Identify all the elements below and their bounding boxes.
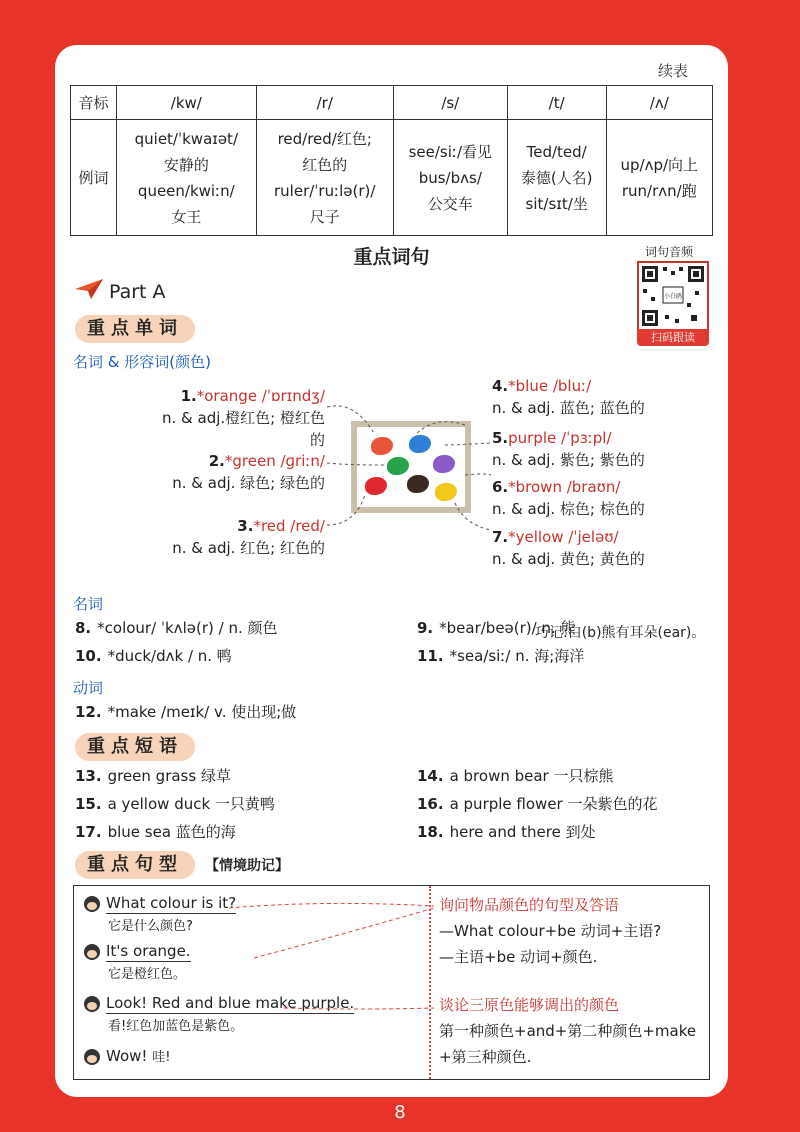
word-entry: 4.*blue /bluː/ n. & adj. 蓝色; 蓝色的	[492, 377, 645, 417]
scan-follow-button[interactable]: 扫码跟读	[637, 329, 709, 346]
symbol-cell: /r/	[256, 86, 393, 120]
example-line: quiet/ˈkwaɪət/	[134, 129, 238, 148]
example-line: 安静的	[163, 155, 209, 174]
phonetic-table	[70, 85, 713, 236]
qr-code-icon[interactable]	[637, 261, 709, 331]
word-entry: 6.*brown /braʊn/ n. & adj. 棕色; 棕色的	[492, 478, 645, 518]
scene-note: 【情境助记】	[205, 858, 289, 874]
example-line: 女王	[171, 207, 202, 226]
noun-item: 11. *sea/siː/ n. 海;海洋	[417, 647, 585, 665]
sentence-box	[73, 885, 710, 1080]
word-entry: 3.*red /red/ n. & adj. 红色; 红色的	[172, 517, 325, 557]
nouns-adj-subheading: 名词 & 形容词(颜色)	[73, 353, 211, 371]
qr-label: 词句音频	[645, 245, 694, 259]
noun-item: 8. *colour/ ˈkʌlə(r) / n. 颜色	[75, 619, 278, 637]
girl-avatar-icon	[84, 944, 100, 960]
example-line: 公交车	[427, 194, 473, 213]
verbs-subheading: 动词	[73, 679, 104, 697]
example-cell	[606, 120, 712, 236]
pattern-block: 询问物品颜色的句型及答语 —What colour+be 动词+主语? —主语+be 动词+颜色.	[439, 896, 662, 966]
part-label: Part A	[109, 280, 166, 303]
example-line: run/rʌn/跑	[621, 181, 697, 200]
page-sheet	[55, 45, 728, 1097]
dialogue-line: Look! Red and blue make purple. 看!红色加蓝色是紫色。	[84, 994, 354, 1034]
example-line: see/siː/看见	[408, 142, 492, 161]
example-cell	[507, 120, 606, 236]
boy-avatar-icon	[84, 896, 100, 912]
example-cell	[393, 120, 507, 236]
dialogue-arrows	[224, 894, 439, 1014]
symbol-cell: /s/	[393, 86, 507, 120]
example-cell	[256, 120, 393, 236]
example-line: bus/bʌs/	[418, 168, 482, 187]
key-phrases-pill: 重点短语	[75, 733, 195, 761]
key-sentences-pill: 重点句型	[75, 851, 195, 879]
example-line: 尺子	[309, 207, 340, 226]
example-line: Ted/ted/	[526, 142, 587, 161]
kids-avatar-icon	[84, 1049, 100, 1065]
dialogue-line: Wow! 哇!	[84, 1046, 170, 1065]
symbol-cell: /t/	[507, 86, 606, 120]
example-label: 例词	[71, 120, 117, 236]
paper-plane-icon	[75, 279, 103, 304]
example-line: sit/sɪt/坐	[525, 194, 588, 213]
phrase-item: 15. a yellow duck 一只黄鸭	[75, 795, 275, 813]
phrase-item: 17. blue sea 蓝色的海	[75, 823, 236, 841]
boy-avatar-icon	[84, 996, 100, 1012]
phrase-item: 18. here and there 到处	[417, 823, 596, 841]
example-cell	[117, 120, 257, 236]
connector-arrows	[315, 395, 505, 545]
word-entry: 5.purple /ˈpɜːpl/ n. & adj. 紫色; 紫色的	[492, 429, 645, 469]
verb-item: 12. *make /meɪk/ v. 使出现;做	[75, 703, 297, 721]
phrase-item: 14. a brown bear 一只棕熊	[417, 767, 614, 785]
example-line: red/red/红色;	[277, 129, 372, 148]
pattern-block: 谈论三原色能够调出的颜色 第一种颜色+and+第二种颜色+make +第三种颜色.	[439, 996, 697, 1066]
nouns-subheading: 名词	[73, 595, 104, 613]
part-heading	[75, 279, 166, 304]
memory-tip: 巧记:白(b)熊有耳朵(ear)。	[535, 625, 706, 641]
key-words-pill: 重点单词	[75, 315, 195, 343]
symbol-cell: /kw/	[117, 86, 257, 120]
example-line: 红色的	[302, 155, 348, 174]
example-line: up/ʌp/向上	[620, 155, 699, 174]
example-line: queen/kwiːn/	[137, 181, 235, 200]
word-entry: 7.*yellow /ˈjeləʊ/ n. & adj. 黄色; 黄色的	[492, 528, 645, 568]
noun-item: 9. *bear/beə(r)/ n. 熊	[417, 619, 576, 637]
symbol-cell: /ʌ/	[606, 86, 712, 120]
example-line: 泰德(人名)	[520, 168, 593, 187]
noun-item: 10. *duck/dʌk / n. 鸭	[75, 647, 232, 665]
page-number: 8	[394, 1102, 406, 1123]
section-title: 重点词句	[353, 246, 430, 268]
header-label: 音标	[71, 86, 117, 120]
example-line: ruler/ˈruːlə(r)/	[274, 181, 376, 200]
qr-inner-text: 小白鸥	[663, 293, 683, 300]
word-entry: 2.*green /ɡriːn/ n. & adj. 绿色; 绿色的	[172, 452, 325, 492]
word-entry: 1.*orange /ˈɒrɪndʒ/ n. & adj.橙红色; 橙红色的	[162, 387, 325, 449]
dialogue-line: What colour is it? 它是什么颜色?	[84, 894, 236, 934]
dialogue-line: It's orange. 它是橙红色。	[84, 942, 191, 982]
phrase-item: 13. green grass 绿草	[75, 767, 231, 785]
continued-label: 续表	[657, 62, 688, 80]
phrase-item: 16. a purple flower 一朵紫色的花	[417, 795, 658, 813]
